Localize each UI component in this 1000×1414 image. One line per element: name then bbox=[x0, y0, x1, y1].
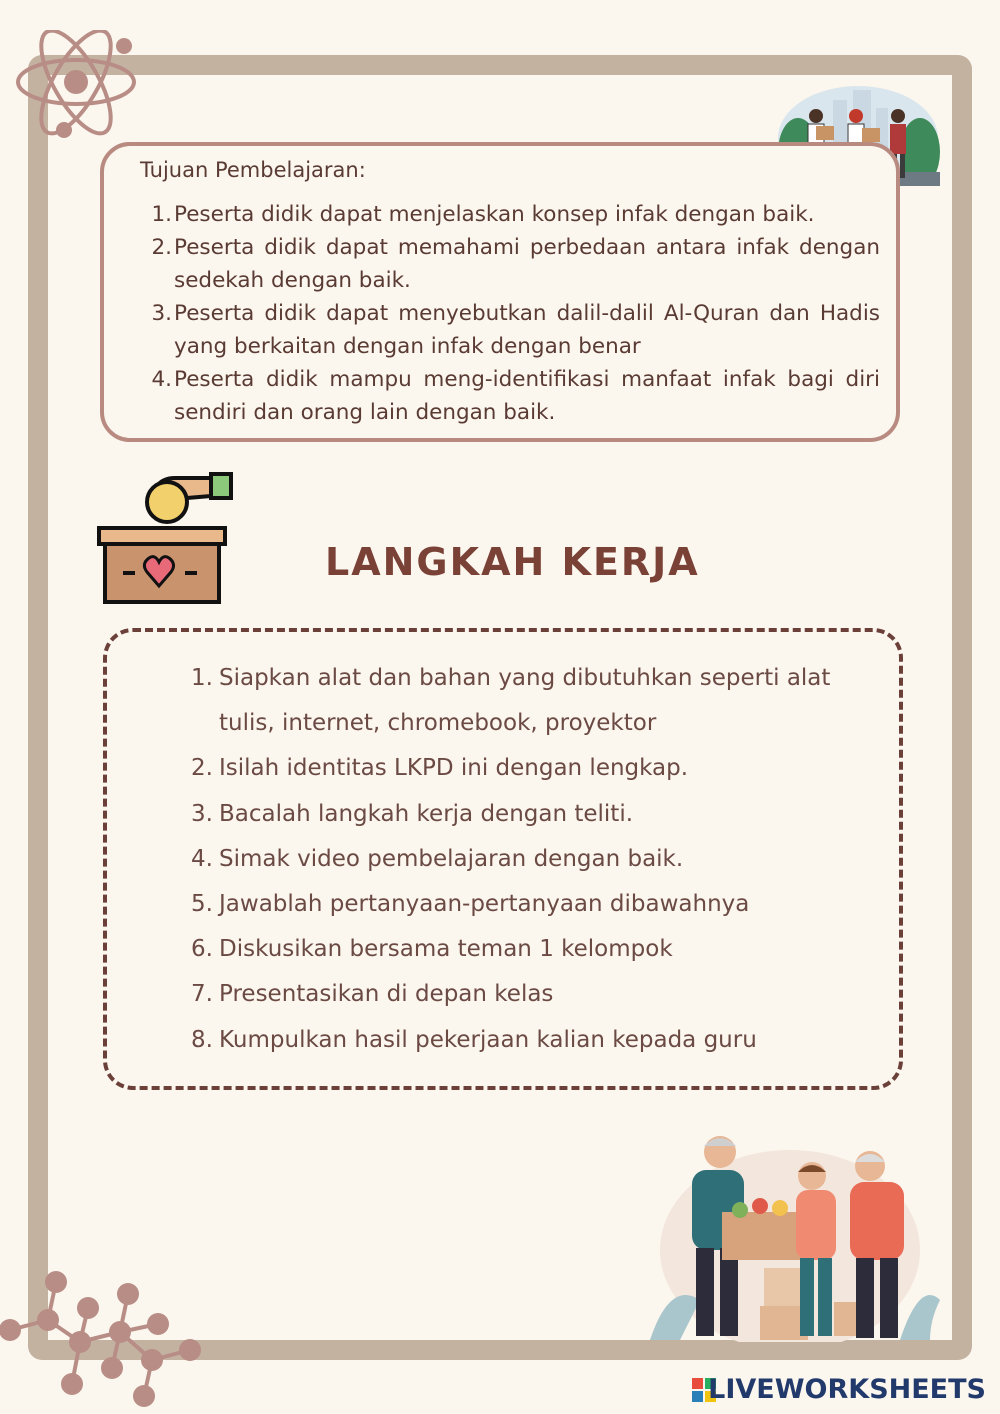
molecule-icon bbox=[0, 1268, 210, 1414]
step-item: 1. Siapkan alat dan bahan yang dibutuhkan seperti alat tulis, internet, chromebook, proyektor bbox=[191, 665, 831, 737]
step-item: 7. Presentasikan di depan kelas bbox=[191, 981, 554, 1008]
step-item: 2. Isilah identitas LKPD ini dengan lengkap. bbox=[191, 755, 689, 782]
learning-goals-title: Tujuan Pembelajaran: bbox=[140, 158, 366, 182]
work-steps-box bbox=[103, 628, 903, 1090]
goal-item: 2. Peserta didik dapat memahami perbedaan antara infak dengan sedekah dengan baik. bbox=[151, 235, 880, 293]
step-item: 3. Bacalah langkah kerja dengan teliti. bbox=[191, 800, 634, 827]
goal-item: 3. Peserta didik dapat menyebutkan dalil-dalil Al-Quran dan Hadis yang berkaitan dengan infak dengan benar bbox=[151, 301, 880, 359]
charity-illustration bbox=[640, 1130, 940, 1342]
step-item: 5. Jawablah pertanyaan-pertanyaan dibawahnya bbox=[191, 891, 750, 918]
step-item: 8. Kumpulkan hasil pekerjaan kalian kepada guru bbox=[191, 1026, 757, 1053]
goal-item: 1. Peserta didik dapat menjelaskan konsep infak dengan baik. bbox=[151, 202, 815, 227]
learning-goals-list bbox=[140, 198, 880, 429]
goal-item: 4. Peserta didik mampu meng-identifikasi manfaat infak bagi diri sendiri dan orang lain dengan baik. bbox=[151, 367, 880, 425]
learning-goals-box bbox=[100, 142, 900, 442]
work-steps-list bbox=[185, 656, 865, 1063]
step-item: 6. Diskusikan bersama teman 1 kelompok bbox=[191, 936, 673, 963]
brand-logo[interactable]: LIVEWORKSHEETS bbox=[708, 1374, 986, 1405]
donation-box-icon bbox=[95, 468, 235, 608]
atom-icon bbox=[14, 30, 144, 140]
page-heading: LANGKAH KERJA bbox=[325, 540, 700, 584]
step-item: 4. Simak video pembelajaran dengan baik. bbox=[191, 845, 684, 872]
